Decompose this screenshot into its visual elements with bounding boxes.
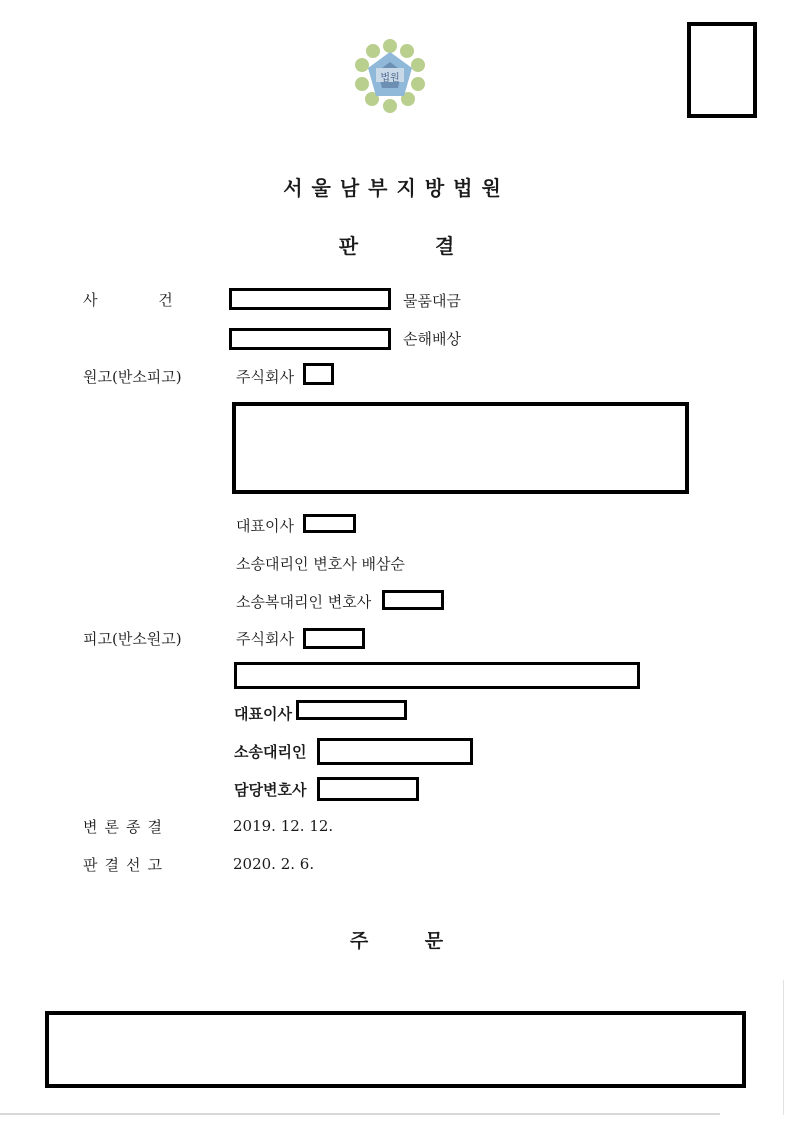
redacted-plaintiff-sub-attorney [382,590,444,610]
judgment-date: 2020. 2. 6. [233,855,315,873]
redacted-defendant-lawyer-in-charge [317,777,419,801]
defendant-lawyer-in-charge-label: 담당변호사 [234,781,307,799]
plaintiff-attorney: 소송대리인 변호사 배삼순 [236,555,405,573]
redacted-plaintiff-name [303,363,334,385]
scan-edge-right [783,980,784,1115]
defendant-representative-label: 대표이사 [234,705,292,723]
redacted-case-number-1 [229,288,391,310]
redacted-case-number-2 [229,328,391,350]
court-name: 서울남부지방법원 [283,176,510,200]
redacted-order-text [45,1011,746,1088]
redacted-plaintiff-address [232,402,689,494]
redacted-defendant-address [234,662,640,689]
redacted-defendant-representative [296,700,407,720]
hearing-closed-label: 변론종결 [83,818,169,836]
redacted-defendant-attorney [317,738,473,765]
judgment-date-label: 판결선고 [83,856,169,874]
redacted-plaintiff-representative [303,514,356,533]
defendant-attorney-label: 소송대리인 [234,743,307,761]
plaintiff-company-prefix: 주식회사 [236,368,294,386]
court-seal [352,38,428,114]
case-label: 사 건 [83,291,173,309]
order-title: 주 문 [349,930,444,952]
case-type-goods-price: 물품대금 [403,292,461,310]
case-type-damages: 손해배상 [403,330,461,348]
defendant-company-prefix: 주식회사 [236,630,294,648]
document-title: 판 결 [338,234,455,258]
plaintiff-representative-label: 대표이사 [236,517,294,535]
seal-text: 법원 [380,73,400,84]
redacted-defendant-name [303,628,365,649]
hearing-closed-date: 2019. 12. 12. [233,817,334,835]
defendant-label: 피고(반소원고) [83,630,182,648]
redacted-stamp-box [687,22,757,118]
plaintiff-label: 원고(반소피고) [83,368,182,386]
scan-edge-bottom [0,1113,720,1115]
plaintiff-sub-attorney-label: 소송복대리인 변호사 [236,593,372,611]
